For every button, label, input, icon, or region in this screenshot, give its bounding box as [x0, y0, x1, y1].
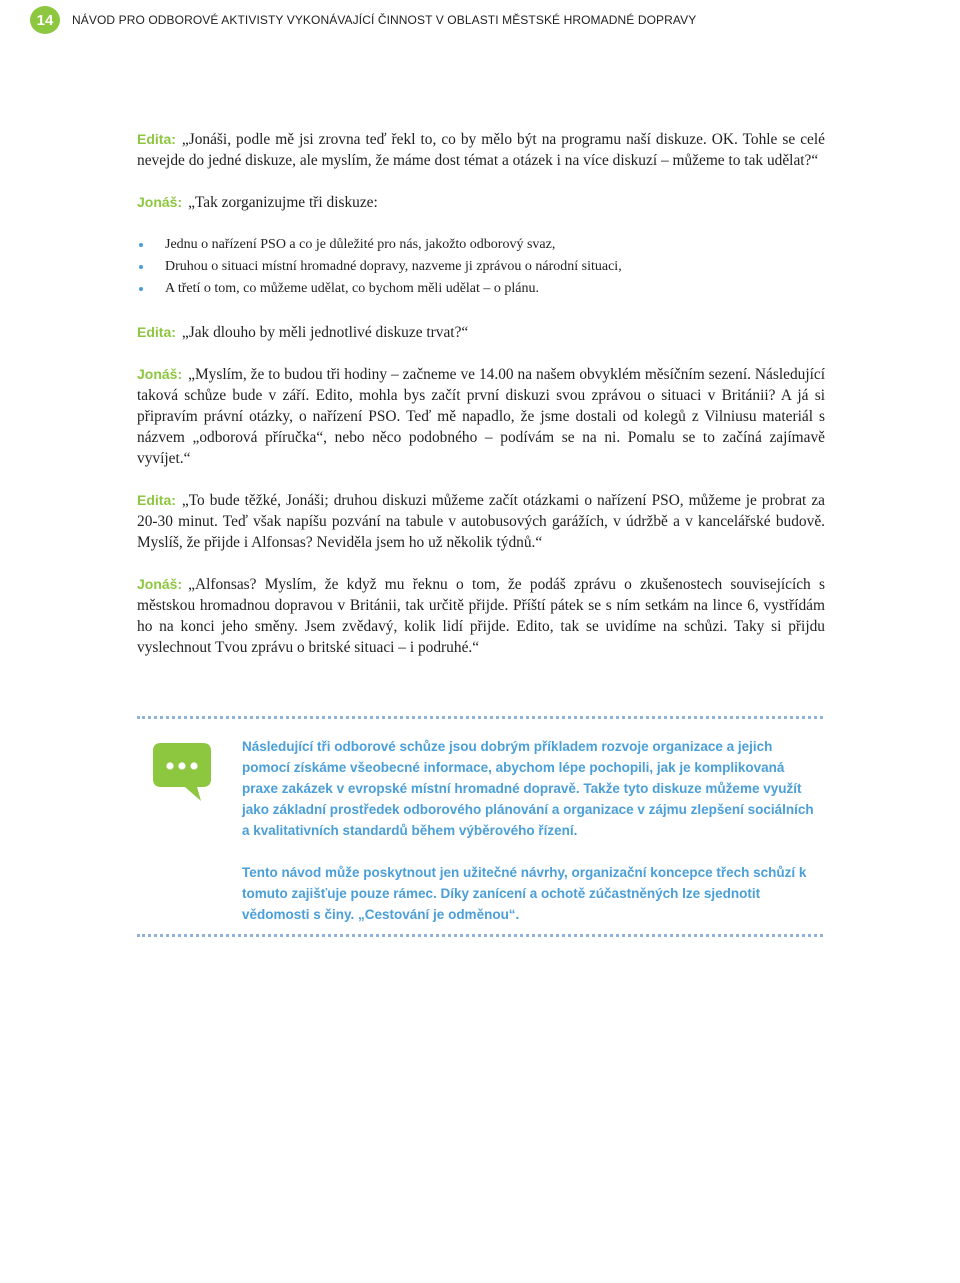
dialogue-paragraph	[137, 574, 825, 658]
dialogue-text: „Tak zorganizujme tři diskuze:	[188, 194, 378, 211]
dotted-divider	[137, 934, 823, 937]
dialogue-text: „Alfonsas? Myslím, že když mu řeknu o tom, že podáš zprávu o zkušenostech souvisejících s městskou hromadnou dopravou v Británii, tak určitě přijde. Příští pátek se s ním setkám na lince 6, vystřídám ho na konci jeho směny. Jsem zvědavý, kolik lidí přijde. Edito, tak se uvidíme na schůzi. Taky si přijdu vyslechnout Tvou zprávu o britské situaci – i podruhé.“	[137, 576, 825, 656]
speaker-label: Jonáš:	[137, 366, 183, 382]
dialogue-paragraph	[137, 322, 825, 343]
dialogue-paragraph	[137, 490, 825, 553]
dialogue-paragraph	[137, 192, 825, 213]
dialogue-section	[137, 129, 825, 679]
page-header	[30, 6, 696, 34]
dialogue-paragraph	[137, 364, 825, 469]
speaker-label: Edita:	[137, 131, 176, 147]
dialogue-text: „Myslím, že to budou tři hodiny – začneme ve 14.00 na našem obvyklém měsíčním sezení. Následující taková schůze bude v září. Edito, mohla bys začít první diskuzi svou zprávou o situaci v Británii? A já si připravím právní otázky, o nařízení PSO. Teď mě napadlo, že jsme dostali od kolegů z Vilniusu materiál s názvem „odborová příručka“, nebo něco podobného – podívám se na ni. Pomalu se to začíná zajímavě vyvíjet.“	[137, 366, 825, 467]
list-item: Druhou o situaci místní hromadné dopravy, nazveme ji zprávou o národní situaci,	[137, 256, 825, 278]
speaker-label: Edita:	[137, 324, 176, 340]
note-paragraph: Následující tři odborové schůze jsou dobrým příkladem rozvoje organizace a jejich pomocí získáme všeobecné informace, abychom lépe pochopili, jak je komplikovaná praxe zakázek v evropské místní hromadné dopravě. Takže tyto diskuze můžeme využít jako základní prostředek odborového plánování a organizace v zájmu zlepšení sociálních a kvalitativních standardů během výběrového řízení.	[242, 739, 814, 838]
note-box	[137, 716, 823, 937]
dialogue-text: „To bude těžké, Jonáši; druhou diskuzi můžeme začít otázkami o nařízení PSO, můžeme je probrat za 20-30 minut. Teď však napíšu pozvání na tabule v autobusových garážích, v údržbě a v kancelářské budově. Myslíš, že přijde i Alfonsas? Neviděla jsem ho už několik týdnů.“	[137, 492, 825, 551]
running-title: NÁVOD PRO ODBOROVÉ AKTIVISTY VYKONÁVAJÍCÍ ČINNOST V OBLASTI MĚSTSKÉ HROMADNÉ DOPRAVY	[72, 13, 697, 27]
dialogue-text: „Jonáši, podle mě jsi zrovna teď řekl to, co by mělo být na programu naší diskuze. OK. Tohle se celé nevejde do jedné diskuze, ale myslím, že máme dost témat a otázek i na více diskuzí – můžeme to tak udělat?“	[137, 131, 825, 169]
dialogue-text: „Jak dlouho by měli jednotlivé diskuze trvat?“	[181, 324, 469, 341]
list-item: A třetí o tom, co můžeme udělat, co bychom měli udělat – o plánu.	[137, 278, 825, 300]
note-body	[137, 719, 823, 934]
note-paragraph: Tento návod může poskytnout jen užitečné návrhy, organizační koncepce třech schůzí k tomuto zajišťuje pouze rámec. Díky zanícení a ochotě zúčastněných lze sjednotit vědomosti s činy. „Cestování je odměnou“.	[242, 865, 807, 922]
page-number: 14	[30, 6, 60, 34]
list-item: Jednu o nařízení PSO a co je důležité pro nás, jakožto odborový svaz,	[137, 234, 825, 256]
speaker-label: Edita:	[137, 492, 176, 508]
dialogue-paragraph	[137, 129, 825, 171]
speech-bubble-icon	[151, 741, 213, 803]
discussion-list	[137, 234, 825, 300]
speaker-label: Jonáš:	[137, 194, 183, 210]
speaker-label: Jonáš:	[137, 576, 183, 592]
